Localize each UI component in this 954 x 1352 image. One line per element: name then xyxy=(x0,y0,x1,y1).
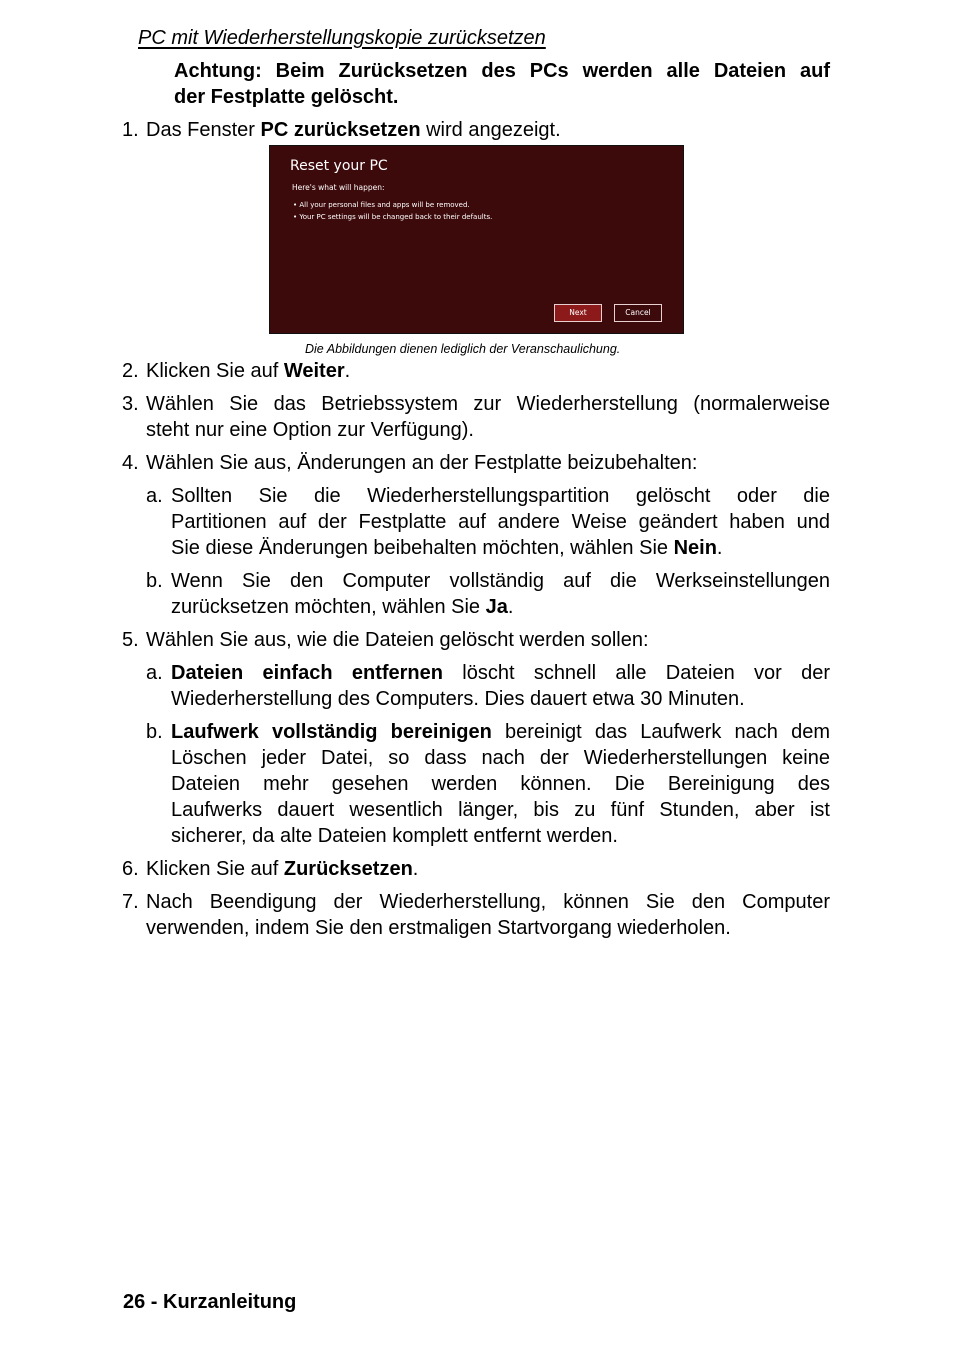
step-6-text: Klicken Sie auf Zurücksetzen. xyxy=(146,858,419,880)
step-5a-line-1: Dateien einfach entfernen löscht schnell alle Dateien vor der xyxy=(171,662,830,684)
step-5b-line-1: Laufwerk vollständig bereinigen bereinigt das Laufwerk nach dem xyxy=(171,721,830,743)
reset-dialog-intro: Here's what will happen: xyxy=(292,183,385,192)
reset-dialog-title: Reset your PC xyxy=(290,158,388,174)
step-5a-label: a. xyxy=(146,662,163,684)
step-4b-label: b. xyxy=(146,570,163,592)
figure-caption: Die Abbildungen dienen lediglich der Veranschaulichung. xyxy=(305,342,621,356)
step-5a-line-2: Wiederherstellung des Computers. Dies dauert etwa 30 Minuten. xyxy=(171,688,745,710)
step-7-line-1: Nach Beendigung der Wiederherstellung, können Sie den Computer xyxy=(146,891,830,913)
page-footer: 26 - Kurzanleitung xyxy=(123,1291,297,1313)
warning-line-2: der Festplatte gelöscht. xyxy=(174,86,399,108)
step-1-text: Das Fenster PC zurücksetzen wird angezeigt. xyxy=(146,119,561,141)
step-3-line-1: Wählen Sie das Betriebssystem zur Wiederherstellung (normalerweise xyxy=(146,393,830,415)
step-3-line-2: steht nur eine Option zur Verfügung). xyxy=(146,419,474,441)
cancel-button[interactable]: Cancel xyxy=(614,304,662,322)
step-1-number: 1. xyxy=(122,119,139,141)
reset-dialog-bullet-2: • Your PC settings will be changed back to their defaults. xyxy=(293,213,493,221)
step-5b-line-3: Dateien mehr gesehen werden können. Die Bereinigung des xyxy=(171,773,830,795)
step-4a-line-1: Sollten Sie die Wiederherstellungspartition gelöscht oder die xyxy=(171,485,830,507)
reset-pc-screenshot xyxy=(269,145,684,334)
step-5b-line-4: Laufwerks dauert wesentlich länger, bis zu fünf Stunden, aber ist xyxy=(171,799,830,821)
step-5b-label: b. xyxy=(146,721,163,743)
step-4b-line-2: zurücksetzen möchten, wählen Sie Ja. xyxy=(171,596,514,618)
step-6-number: 6. xyxy=(122,858,139,880)
step-4a-label: a. xyxy=(146,485,163,507)
step-7-line-2: verwenden, indem Sie den erstmaligen Startvorgang wiederholen. xyxy=(146,917,731,939)
step-3-number: 3. xyxy=(122,393,139,415)
step-2-text: Klicken Sie auf Weiter. xyxy=(146,360,351,382)
step-4-number: 4. xyxy=(122,452,139,474)
step-5-text: Wählen Sie aus, wie die Dateien gelöscht werden sollen: xyxy=(146,629,649,651)
step-4a-line-3: Sie diese Änderungen beibehalten möchten, wählen Sie Nein. xyxy=(171,537,723,559)
warning-line-1: Achtung: Beim Zurücksetzen des PCs werden alle Dateien auf xyxy=(174,60,830,82)
step-4a-line-2: Partitionen auf der Festplatte auf andere Weise geändert haben und xyxy=(171,511,830,533)
section-heading: PC mit Wiederherstellungskopie zurücksetzen xyxy=(138,27,546,49)
step-5b-line-5: sicherer, da alte Dateien komplett entfernt werden. xyxy=(171,825,618,847)
next-button[interactable]: Next xyxy=(554,304,602,322)
step-2-number: 2. xyxy=(122,360,139,382)
step-4b-line-1: Wenn Sie den Computer vollständig auf die Werkseinstellungen xyxy=(171,570,830,592)
step-4-text: Wählen Sie aus, Änderungen an der Festplatte beizubehalten: xyxy=(146,452,698,474)
reset-dialog-bullet-1: • All your personal files and apps will be removed. xyxy=(293,201,470,209)
step-5b-line-2: Löschen jeder Datei, so dass nach der Wiederherstellungen keine xyxy=(171,747,830,769)
step-7-number: 7. xyxy=(122,891,139,913)
step-5-number: 5. xyxy=(122,629,139,651)
